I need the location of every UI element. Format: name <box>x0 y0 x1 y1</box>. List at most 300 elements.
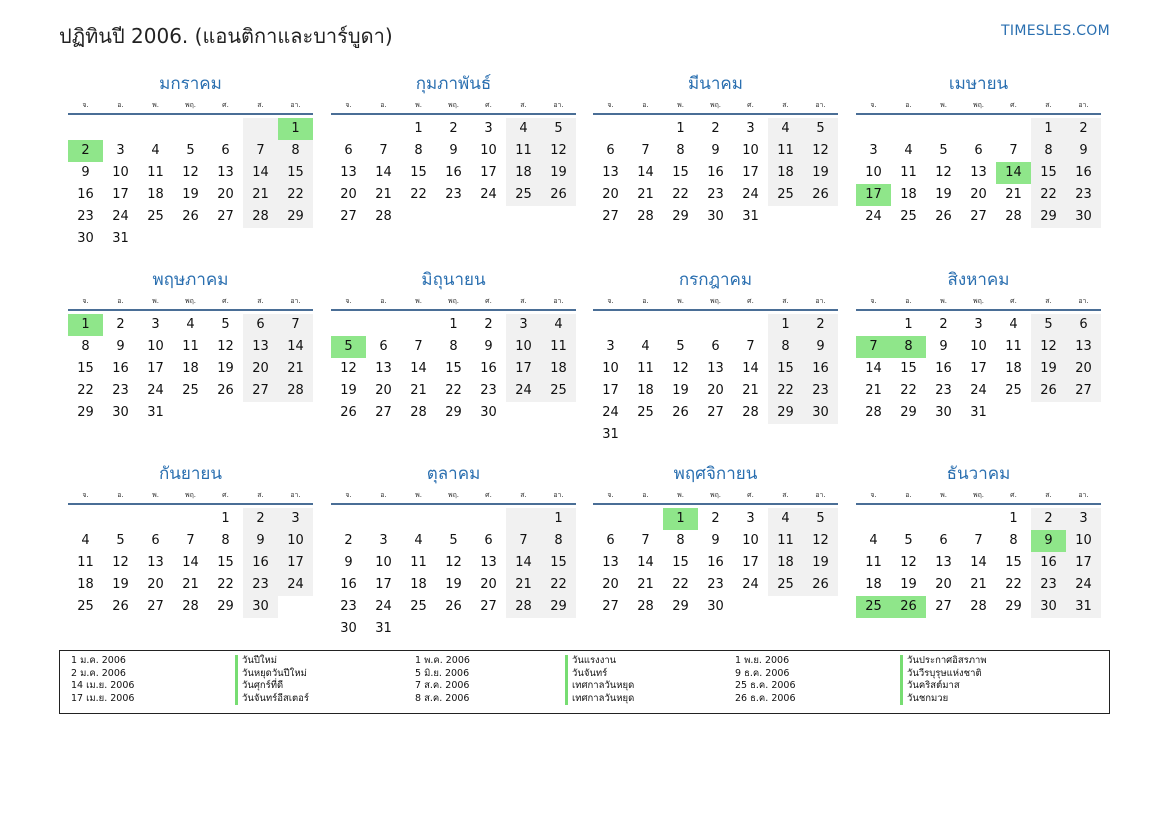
day-cell: 11 <box>410 555 427 570</box>
weekday-label: ส. <box>520 297 527 305</box>
legend-holiday-name: วันจันทร์อีสเตอร์ <box>235 693 309 706</box>
day-cell: 27 <box>375 405 392 420</box>
weekday-header <box>68 488 313 505</box>
empty-cell <box>68 118 103 140</box>
day-cell: 5 <box>449 533 458 548</box>
day-cell: 10 <box>506 336 541 358</box>
legend-date: 9 ธ.ค. 2006 <box>735 667 790 679</box>
day-cell: 13 <box>935 555 952 570</box>
weekday-label: จ. <box>870 297 877 305</box>
month-block <box>856 70 1101 228</box>
weekday-label: พ. <box>677 101 684 109</box>
weekday-label: จ. <box>870 491 877 499</box>
day-cell: 21 <box>375 187 392 202</box>
month-name: กันยายน <box>158 464 222 484</box>
weekday-label: จ. <box>607 101 614 109</box>
legend-holiday-name: วันคริสต์มาส <box>900 680 987 693</box>
day-cell: 19 <box>445 577 462 592</box>
day-grid <box>331 115 576 228</box>
day-cell: 27 <box>147 599 164 614</box>
empty-cell <box>506 618 541 640</box>
day-cell: 10 <box>970 339 987 354</box>
weekday-header <box>856 294 1101 311</box>
day-cell: 11 <box>182 339 199 354</box>
legend-date: 17 เม.ย. 2006 <box>71 692 135 704</box>
day-cell: 19 <box>1031 358 1066 380</box>
day-cell: 13 <box>602 555 619 570</box>
day-cell: 5 <box>803 508 838 530</box>
day-cell: 21 <box>637 187 654 202</box>
day-cell: 8 <box>676 533 685 548</box>
day-cell: 28 <box>637 209 654 224</box>
day-cell: 5 <box>116 533 125 548</box>
day-cell: 1 <box>768 314 803 336</box>
empty-cell <box>173 228 208 250</box>
weekday-label: อ. <box>117 491 124 499</box>
day-cell: 30 <box>77 231 94 246</box>
weekday-label: ศ. <box>222 101 229 109</box>
empty-cell <box>856 508 891 530</box>
day-cell: 25 <box>637 405 654 420</box>
empty-cell <box>278 228 313 250</box>
day-cell: 14 <box>742 361 759 376</box>
day-cell: 15 <box>1031 162 1066 184</box>
empty-cell <box>891 508 926 530</box>
weekday-label: พ. <box>940 101 947 109</box>
day-cell: 5 <box>186 143 195 158</box>
empty-cell <box>243 228 278 250</box>
day-cell: 18 <box>541 358 576 380</box>
day-cell: 5 <box>1031 314 1066 336</box>
day-cell: 28 <box>970 599 987 614</box>
day-cell: 26 <box>182 209 199 224</box>
legend-holiday-name: วันจันทร์ <box>565 668 634 681</box>
weekday-label: ศ. <box>222 297 229 305</box>
day-cell: 28 <box>637 599 654 614</box>
weekday-label: ศ. <box>485 297 492 305</box>
weekday-label: อา. <box>553 491 564 499</box>
legend-date: 5 มิ.ย. 2006 <box>415 667 470 679</box>
day-cell: 10 <box>742 533 759 548</box>
day-cell: 22 <box>410 187 427 202</box>
day-cell: 26 <box>803 184 838 206</box>
day-cell: 12 <box>182 165 199 180</box>
day-cell: 7 <box>746 339 755 354</box>
empty-cell <box>663 424 698 446</box>
legend-date: 7 ส.ค. 2006 <box>415 680 470 692</box>
weekday-label: จ. <box>607 297 614 305</box>
day-cell: 24 <box>375 599 392 614</box>
weekday-label: ศ. <box>1010 101 1017 109</box>
day-grid <box>331 311 576 424</box>
weekday-label: อา. <box>1078 297 1089 305</box>
day-cell: 6 <box>151 533 160 548</box>
day-cell: 20 <box>935 577 952 592</box>
empty-cell <box>173 402 208 424</box>
day-cell: 20 <box>147 577 164 592</box>
weekday-label: อา. <box>1078 491 1089 499</box>
day-cell: 9 <box>449 143 458 158</box>
day-cell: 26 <box>541 184 576 206</box>
day-cell: 24 <box>602 405 619 420</box>
day-cell: 27 <box>340 209 357 224</box>
day-cell: 31 <box>375 621 392 636</box>
legend-holiday-name: วันศุกร์ที่ดี <box>235 680 309 693</box>
weekday-label: ศ. <box>485 491 492 499</box>
day-cell: 17 <box>602 383 619 398</box>
day-cell: 14 <box>996 162 1031 184</box>
day-cell: 28 <box>243 206 278 228</box>
empty-cell <box>733 596 768 618</box>
legend-dates-col-1 <box>71 655 134 705</box>
weekday-label: อา. <box>815 491 826 499</box>
empty-cell <box>103 118 138 140</box>
legend-holiday-name: วันแรงงาน <box>565 655 634 668</box>
day-cell: 3 <box>484 121 493 136</box>
weekday-label: อ. <box>642 101 649 109</box>
day-cell: 11 <box>637 361 654 376</box>
day-cell: 18 <box>1005 361 1022 376</box>
day-cell: 27 <box>935 599 952 614</box>
day-cell: 13 <box>243 336 278 358</box>
day-cell: 27 <box>480 599 497 614</box>
empty-cell <box>138 118 173 140</box>
day-cell: 3 <box>116 143 125 158</box>
empty-cell <box>436 206 471 228</box>
weekday-label: พ. <box>677 297 684 305</box>
page-title: ปฏิทินปี 2006. (แอนติกาและบาร์บูดา) <box>59 24 393 48</box>
day-cell: 17 <box>278 552 313 574</box>
empty-cell <box>506 402 541 424</box>
day-cell: 14 <box>278 336 313 358</box>
day-cell: 9 <box>939 339 948 354</box>
day-cell: 15 <box>445 361 462 376</box>
weekday-header <box>68 294 313 311</box>
day-cell: 6 <box>974 143 983 158</box>
day-cell: 19 <box>803 162 838 184</box>
weekday-label: ส. <box>782 491 789 499</box>
empty-cell <box>768 596 803 618</box>
day-cell: 9 <box>711 533 720 548</box>
weekday-header <box>856 98 1101 115</box>
day-cell: 14 <box>637 165 654 180</box>
day-cell: 3 <box>869 143 878 158</box>
brand-link[interactable]: TIMESLES.COM <box>1001 23 1110 39</box>
day-cell: 30 <box>707 209 724 224</box>
day-cell: 16 <box>243 552 278 574</box>
weekday-label: อ. <box>905 297 912 305</box>
month-block <box>68 266 313 424</box>
weekday-label: ส. <box>1045 101 1052 109</box>
day-cell: 8 <box>768 336 803 358</box>
day-cell: 9 <box>116 339 125 354</box>
month-block <box>68 460 313 618</box>
empty-cell <box>243 402 278 424</box>
day-cell: 17 <box>970 361 987 376</box>
empty-cell <box>733 424 768 446</box>
day-cell: 30 <box>243 596 278 618</box>
weekday-label: ส. <box>782 297 789 305</box>
day-cell: 21 <box>182 577 199 592</box>
day-cell: 29 <box>217 599 234 614</box>
legend-date: 1 พ.ย. 2006 <box>735 655 790 666</box>
day-cell: 9 <box>803 336 838 358</box>
day-cell: 5 <box>803 118 838 140</box>
month-block <box>331 460 576 640</box>
day-cell: 11 <box>506 140 541 162</box>
day-cell: 3 <box>151 317 160 332</box>
day-cell: 11 <box>865 555 882 570</box>
weekday-header <box>593 98 838 115</box>
day-cell: 15 <box>541 552 576 574</box>
day-cell: 7 <box>974 533 983 548</box>
day-cell: 11 <box>900 165 917 180</box>
empty-cell <box>593 508 628 530</box>
empty-cell <box>331 118 366 140</box>
month-name: มีนาคม <box>688 74 743 94</box>
day-cell: 6 <box>606 533 615 548</box>
empty-cell <box>1066 402 1101 424</box>
legend-names-col-3 <box>900 655 987 705</box>
day-cell: 14 <box>865 361 882 376</box>
legend-date: 1 ม.ค. 2006 <box>71 655 126 666</box>
day-cell: 16 <box>112 361 129 376</box>
day-cell: 22 <box>445 383 462 398</box>
day-cell: 30 <box>480 405 497 420</box>
day-cell: 24 <box>506 380 541 402</box>
day-cell: 17 <box>742 165 759 180</box>
day-cell: 20 <box>217 187 234 202</box>
day-cell: 8 <box>676 143 685 158</box>
day-cell: 24 <box>970 383 987 398</box>
day-cell: 20 <box>480 577 497 592</box>
day-cell: 3 <box>379 533 388 548</box>
legend-names-col-2 <box>565 655 634 705</box>
empty-cell <box>506 508 541 530</box>
day-cell: 16 <box>935 361 952 376</box>
day-cell: 28 <box>1005 209 1022 224</box>
weekday-label: ส. <box>782 101 789 109</box>
empty-cell <box>803 596 838 618</box>
day-cell: 26 <box>803 574 838 596</box>
legend-date: 8 ส.ค. 2006 <box>415 692 470 704</box>
weekday-label: ส. <box>257 101 264 109</box>
day-grid <box>593 505 838 618</box>
empty-cell <box>541 402 576 424</box>
day-grid <box>68 115 313 250</box>
day-cell: 22 <box>77 383 94 398</box>
day-grid <box>68 505 313 618</box>
weekday-label: พ. <box>940 297 947 305</box>
day-cell: 6 <box>221 143 230 158</box>
day-cell: 1 <box>676 121 685 136</box>
weekday-label: ส. <box>257 491 264 499</box>
day-cell: 26 <box>340 405 357 420</box>
day-cell: 3 <box>746 511 755 526</box>
day-cell: 22 <box>672 577 689 592</box>
empty-cell <box>278 596 313 618</box>
day-cell: 17 <box>506 358 541 380</box>
weekday-label: พ. <box>415 101 422 109</box>
day-cell: 5 <box>541 118 576 140</box>
month-name: เมษายน <box>948 74 1009 94</box>
empty-cell <box>698 424 733 446</box>
weekday-label: พ. <box>152 101 159 109</box>
day-cell: 18 <box>865 577 882 592</box>
month-name: สิงหาคม <box>947 270 1010 290</box>
day-cell: 9 <box>243 530 278 552</box>
empty-cell <box>366 118 401 140</box>
month-block <box>593 266 838 446</box>
day-cell: 6 <box>939 533 948 548</box>
empty-cell <box>401 508 436 530</box>
day-cell: 2 <box>68 140 103 162</box>
day-cell: 24 <box>112 209 129 224</box>
legend-holiday-name: วันชกมวย <box>900 693 987 706</box>
day-cell: 30 <box>1031 596 1066 618</box>
day-cell: 30 <box>112 405 129 420</box>
legend-holiday-name: วันวีรบุรุษแห่งชาติ <box>900 668 987 681</box>
day-cell: 21 <box>410 383 427 398</box>
empty-cell <box>506 206 541 228</box>
day-cell: 17 <box>375 577 392 592</box>
weekday-label: ส. <box>1045 297 1052 305</box>
empty-cell <box>208 118 243 140</box>
weekday-label: ศ. <box>1010 491 1017 499</box>
day-cell: 21 <box>1005 187 1022 202</box>
day-cell: 22 <box>278 184 313 206</box>
day-grid <box>68 311 313 424</box>
day-cell: 23 <box>480 383 497 398</box>
day-cell: 4 <box>414 533 423 548</box>
day-cell: 8 <box>1009 533 1018 548</box>
month-name: กรกฎาคม <box>678 270 753 290</box>
day-cell: 21 <box>278 358 313 380</box>
empty-cell <box>401 314 436 336</box>
empty-cell <box>208 402 243 424</box>
empty-cell <box>593 314 628 336</box>
day-cell: 14 <box>506 552 541 574</box>
legend-dates-col-2 <box>415 655 470 705</box>
day-cell: 17 <box>742 555 759 570</box>
weekday-label: ส. <box>257 297 264 305</box>
day-cell: 15 <box>672 555 689 570</box>
day-cell: 26 <box>935 209 952 224</box>
day-cell: 4 <box>81 533 90 548</box>
day-cell: 25 <box>410 599 427 614</box>
day-cell: 10 <box>480 143 497 158</box>
day-cell: 7 <box>379 143 388 158</box>
day-cell: 4 <box>151 143 160 158</box>
day-cell: 24 <box>865 209 882 224</box>
day-cell: 20 <box>602 187 619 202</box>
empty-cell <box>103 508 138 530</box>
day-cell: 13 <box>480 555 497 570</box>
weekday-label: อา. <box>553 297 564 305</box>
day-cell: 13 <box>707 361 724 376</box>
day-cell: 6 <box>379 339 388 354</box>
weekday-label: พฤ. <box>972 297 985 305</box>
day-cell: 12 <box>1031 336 1066 358</box>
day-cell: 7 <box>856 336 891 358</box>
day-cell: 17 <box>856 184 891 206</box>
day-cell: 2 <box>449 121 458 136</box>
day-cell: 8 <box>1031 140 1066 162</box>
day-cell: 10 <box>865 165 882 180</box>
day-cell: 12 <box>803 530 838 552</box>
day-cell: 29 <box>672 599 689 614</box>
day-cell: 21 <box>243 184 278 206</box>
day-cell: 18 <box>768 552 803 574</box>
day-cell: 29 <box>77 405 94 420</box>
month-block <box>856 266 1101 424</box>
day-cell: 28 <box>506 596 541 618</box>
day-cell: 19 <box>803 552 838 574</box>
day-cell: 29 <box>672 209 689 224</box>
day-cell: 19 <box>217 361 234 376</box>
empty-cell <box>628 314 663 336</box>
day-cell: 18 <box>900 187 917 202</box>
day-cell: 11 <box>768 140 803 162</box>
empty-cell <box>768 424 803 446</box>
day-cell: 24 <box>480 187 497 202</box>
empty-cell <box>628 118 663 140</box>
day-cell: 10 <box>1066 530 1101 552</box>
legend-holiday-name: วันปีใหม่ <box>235 655 309 668</box>
day-cell: 26 <box>891 596 926 618</box>
holiday-legend <box>59 650 1110 714</box>
empty-cell <box>401 206 436 228</box>
weekday-label: จ. <box>345 101 352 109</box>
empty-cell <box>278 402 313 424</box>
day-cell: 29 <box>445 405 462 420</box>
empty-cell <box>243 118 278 140</box>
day-cell: 16 <box>340 577 357 592</box>
day-cell: 27 <box>707 405 724 420</box>
day-cell: 3 <box>746 121 755 136</box>
day-cell: 1 <box>904 317 913 332</box>
day-cell: 27 <box>243 380 278 402</box>
weekday-label: อ. <box>642 491 649 499</box>
day-cell: 16 <box>707 555 724 570</box>
day-cell: 4 <box>768 118 803 140</box>
day-cell: 12 <box>340 361 357 376</box>
day-cell: 27 <box>602 209 619 224</box>
day-cell: 10 <box>112 165 129 180</box>
day-cell: 12 <box>672 361 689 376</box>
day-cell: 21 <box>865 383 882 398</box>
day-cell: 18 <box>147 187 164 202</box>
day-cell: 3 <box>278 508 313 530</box>
day-cell: 12 <box>803 140 838 162</box>
day-cell: 1 <box>1009 511 1018 526</box>
day-cell: 14 <box>243 162 278 184</box>
day-cell: 23 <box>935 383 952 398</box>
empty-cell <box>628 508 663 530</box>
weekday-label: ส. <box>1045 491 1052 499</box>
day-cell: 18 <box>77 577 94 592</box>
day-cell: 24 <box>147 383 164 398</box>
empty-cell <box>961 508 996 530</box>
day-cell: 6 <box>243 314 278 336</box>
day-cell: 3 <box>506 314 541 336</box>
day-cell: 4 <box>186 317 195 332</box>
day-cell: 10 <box>375 555 392 570</box>
weekday-label: พฤ. <box>447 297 460 305</box>
day-cell: 21 <box>970 577 987 592</box>
day-cell: 10 <box>278 530 313 552</box>
legend-date: 1 พ.ค. 2006 <box>415 655 470 666</box>
